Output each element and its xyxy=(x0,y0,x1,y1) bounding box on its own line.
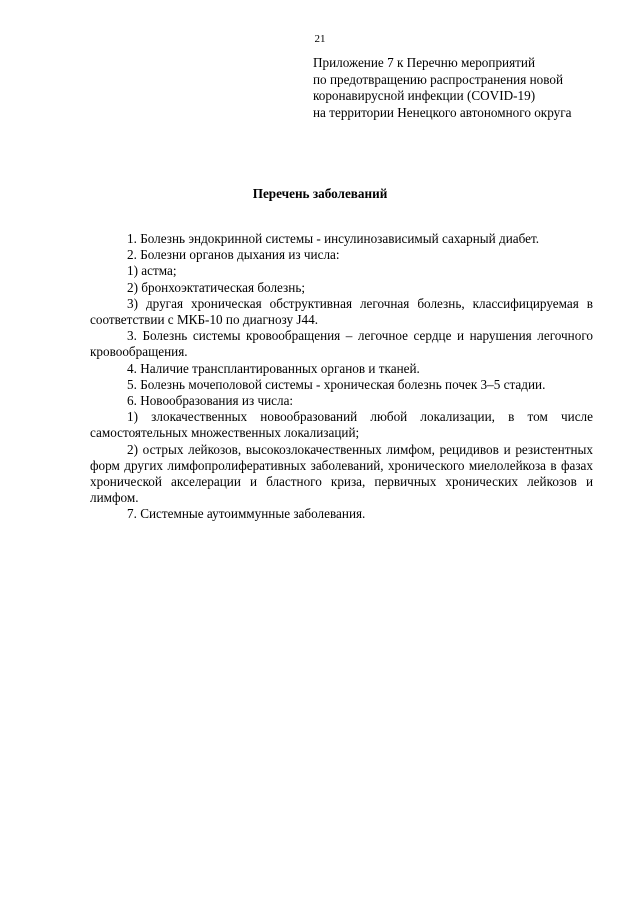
list-item: 7. Системные аутоиммунные заболевания. xyxy=(127,506,366,522)
appendix-line: по предотвращению распространения новой xyxy=(313,71,564,87)
list-item: 2) острых лейкозов, высокозлокачественных лимфом, рецидивов и резистентных форм других лимфопролиферативных заболеваний, хронического миелолейкоза в фазах хронической акселерации и бластного криза, первичных хронических лейкозов и лимфом. xyxy=(90,441,593,506)
list-item: 4. Наличие трансплантированных органов и тканей. xyxy=(127,360,420,376)
appendix-header xyxy=(313,55,613,121)
document-title: Перечень заболеваний xyxy=(252,186,388,201)
page-number: 21 xyxy=(314,33,326,45)
list-item: 3) другая хроническая обструктивная легочная болезнь, классифицируемая в соответствии с МКБ-10 по диагнозу J44. xyxy=(90,295,593,328)
list-item: 1. Болезнь эндокринной системы - инсулинозависимый сахарный диабет. xyxy=(127,231,540,246)
appendix-line: Приложение 7 к Перечню мероприятий xyxy=(313,55,536,70)
appendix-line: на территории Ненецкого автономного округа xyxy=(313,104,572,120)
appendix-line: коронавирусной инфекции (COVID-19) xyxy=(313,88,536,103)
list-item: 6. Новообразования из числа: xyxy=(127,393,294,409)
list-item: 1) астма; xyxy=(127,263,177,279)
list-item: 2) бронхоэктатическая болезнь; xyxy=(127,279,305,295)
list-item: 2. Болезни органов дыхания из числа: xyxy=(127,247,340,263)
disease-list xyxy=(90,231,593,523)
list-item: 3. Болезнь системы кровообращения – легочное сердце и нарушения легочного кровообращения. xyxy=(90,328,593,360)
list-item: 1) злокачественных новообразований любой локализации, в том числе самостоятельных множественных локализаций; xyxy=(90,409,593,441)
list-item: 5. Болезнь мочеполовой системы - хроническая болезнь почек 3–5 стадии. xyxy=(127,376,546,392)
